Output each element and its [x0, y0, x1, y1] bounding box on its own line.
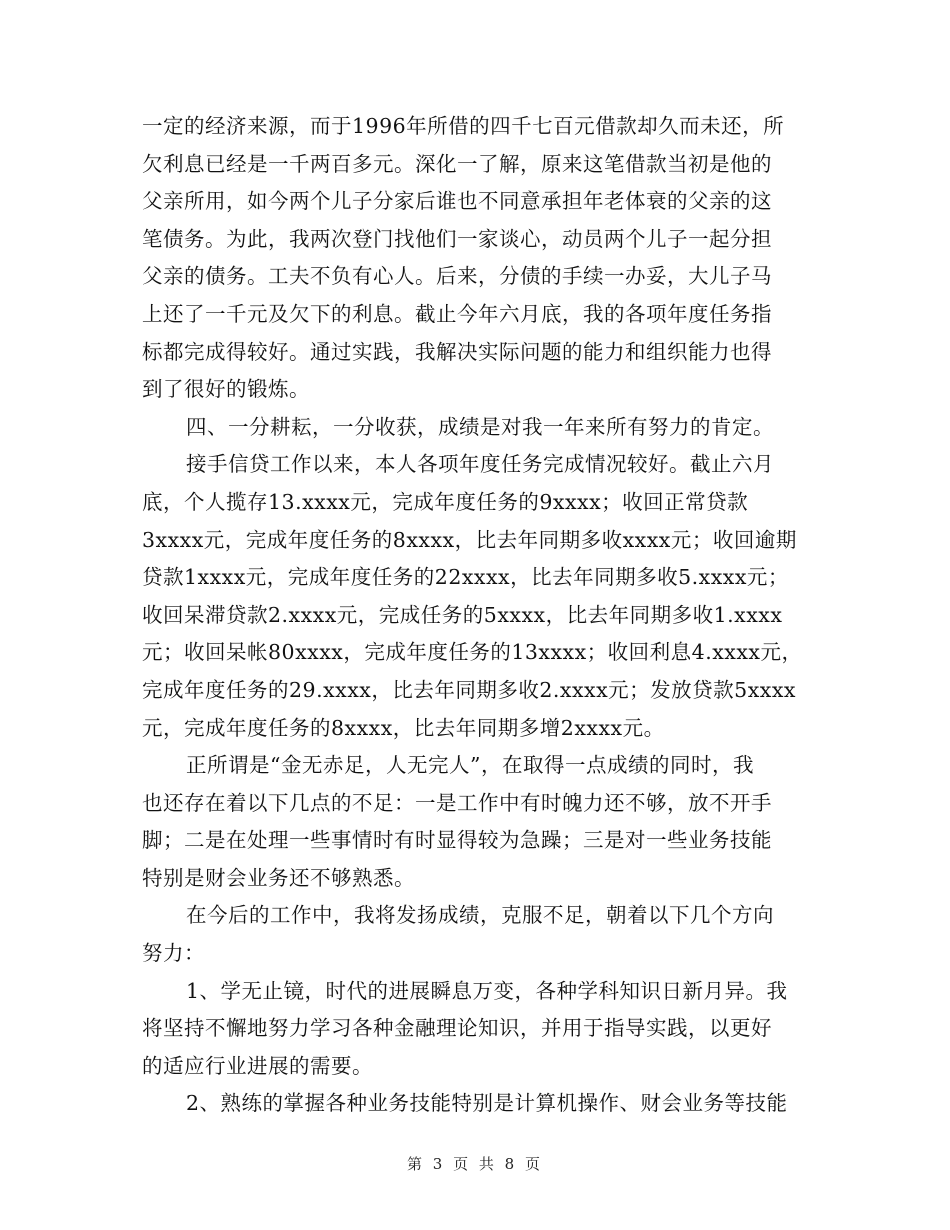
text-line: 接手信贷工作以来，本人各项年度任务完成情况较好。截止六月 [186, 452, 774, 477]
text-line: 元；收回呆帐80xxxx，完成年度任务的13xxxx；收回利息4.xxxx元， [142, 640, 803, 665]
page-footer: 第 3 页 共 8 页 [407, 1155, 543, 1173]
text-line: 父亲的债务。工夫不负有心人。后来，分债的手续一办妥，大儿子马 [142, 264, 772, 289]
text-line: 完成年度任务的29.xxxx，比去年同期多收2.xxxx元；发放贷款5xxxx [142, 677, 796, 702]
text-line: 收回呆滞贷款2.xxxx元，完成任务的5xxxx，比去年同期多收1.xxxx [142, 602, 783, 627]
text-line: 一定的经济来源，而于1996年所借的四千七百元借款却久而未还，所 [142, 114, 785, 138]
text-line: 1、学无止镜，时代的进展瞬息万变，各种学科知识日新月异。我 [186, 978, 788, 1003]
text-line: 脚；二是在处理一些事情时有时显得较为急躁；三是对一些业务技能 [142, 828, 772, 853]
text-line: 3xxxx元，完成年度任务的8xxxx，比去年同期多收xxxx元；收回逾期 [142, 527, 797, 552]
document-body [142, 108, 812, 1123]
text-line: 2、熟练的掌握各种业务技能特别是计算机操作、财会业务等技能 [186, 1091, 788, 1116]
text-line: 底，个人揽存13.xxxx元，完成年度任务的9xxxx；收回正常贷款 [142, 489, 749, 514]
text-line: 特别是财会业务还不够熟悉。 [142, 865, 415, 890]
text-line: 将坚持不懈地努力学习各种金融理论知识，并用于指导实践，以更好 [142, 1016, 772, 1041]
text-line: 四、一分耕耘，一分收获，成绩是对我一年来所有努力的肯定。 [186, 414, 774, 439]
text-line: 父亲所用，如今两个儿子分家后谁也不同意承担年老体衰的父亲的这 [142, 189, 772, 214]
text-line: 元，完成年度任务的8xxxx，比去年同期多增2xxxx元。 [142, 715, 665, 740]
text-line: 标都完成得较好。通过实践，我解决实际问题的能力和组织能力也得 [142, 339, 772, 364]
text-line: 上还了一千元及欠下的利息。截止今年六月底，我的各项年度任务指 [142, 301, 772, 326]
text-line: 贷款1xxxx元，完成年度任务的22xxxx，比去年同期多收5.xxxx元； [142, 565, 789, 590]
text-line: 的适应行业进展的需要。 [142, 1053, 373, 1078]
text-line: 笔债务。为此，我两次登门找他们一家谈心，动员两个儿子一起分担 [142, 226, 772, 251]
text-line: 在今后的工作中，我将发扬成绩，克服不足，朝着以下几个方向 [186, 903, 774, 928]
text-line: 欠利息已经是一千两百多元。深化一了解，原来这笔借款当初是他的 [142, 151, 772, 176]
text-line: 正所谓是“金无赤足，人无完人”，在取得一点成绩的同时，我 [186, 753, 754, 778]
text-line: 努力： [142, 941, 205, 966]
text-line: 到了很好的锻炼。 [142, 377, 310, 402]
text-line: 也还存在着以下几点的不足：一是工作中有时魄力还不够，放不开手 [142, 790, 772, 815]
